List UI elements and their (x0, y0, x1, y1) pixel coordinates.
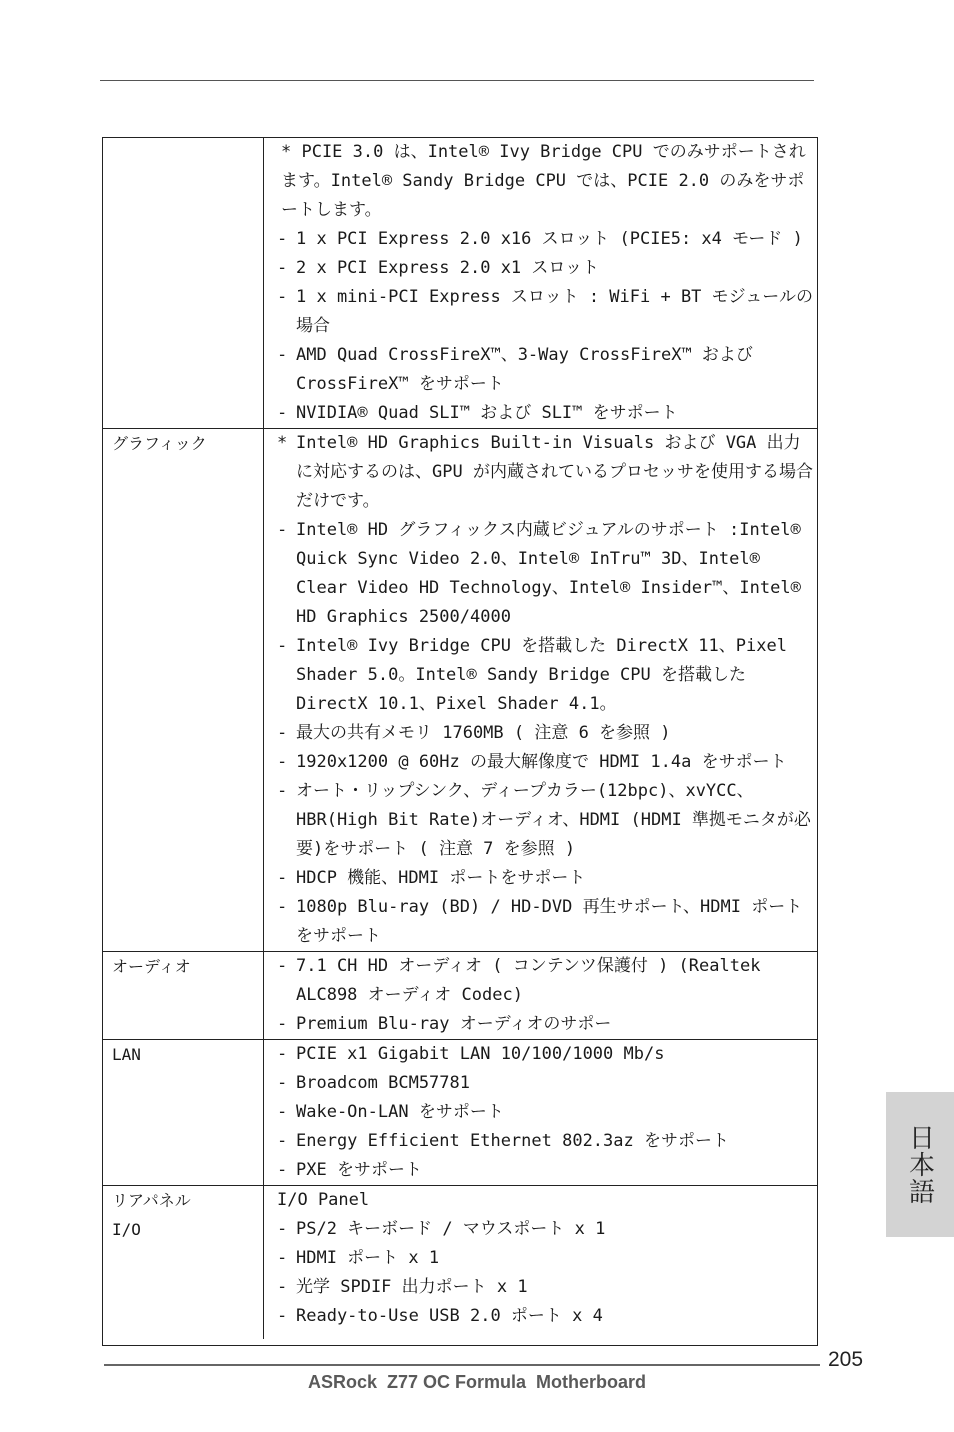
row-label: グラフィック (112, 434, 207, 453)
list-item: - 最大の共有メモリ 1760MB ( 注意 6 を参照 ) (277, 723, 671, 743)
row-content (263, 429, 817, 951)
list-item: - PS/2 キーボード / マウスポート x 1 (277, 1219, 606, 1239)
spec-row-graphics (103, 429, 817, 952)
list-item: - Intel® HD グラフィックス内蔵ビジュアルのサポート :Intel® Quick Sync Video 2.0、Intel® InTru™ 3D、Intel® Clear Video HD Technology、Intel® Insider™、Intel® HD Graphics 2500/4000 (277, 520, 801, 627)
spec-row-lan (103, 1040, 817, 1186)
spec-row-slots (103, 138, 817, 429)
row-content (263, 1040, 817, 1185)
spec-row-audio (103, 952, 817, 1040)
list-item: - HDMI ポート x 1 (277, 1248, 440, 1268)
row-label: オーディオ (112, 957, 191, 976)
row-label: リアパネル I/O (112, 1191, 191, 1239)
language-tab-label: 日本語 (904, 1124, 935, 1205)
spec-table (102, 137, 818, 1346)
row-label: LAN (112, 1045, 141, 1064)
list-item: - Wake-On-LAN をサポート (277, 1102, 504, 1122)
row-label (103, 138, 263, 428)
list-item: - 1 x mini-PCI Express スロット : WiFi + BT モジュールの場合 (277, 287, 813, 336)
list-item: - Premium Blu-ray オーディオのサポー (277, 1014, 612, 1034)
list-item: - PCIE x1 Gigabit LAN 10/100/1000 Mb/s (277, 1044, 665, 1064)
footer-rule (104, 1364, 820, 1366)
row-content (263, 952, 817, 1039)
list-item: - Intel® Ivy Bridge CPU を搭載した DirectX 11、Pixel Shader 5.0。Intel® Sandy Bridge CPU を搭載した DirectX 10.1、Pixel Shader 4.1。 (277, 636, 787, 714)
list-item: - Broadcom BCM57781 (277, 1073, 470, 1093)
list-item: I/O Panel (277, 1190, 370, 1210)
list-item: - NVIDIA® Quad SLI™ および SLI™ をサポート (277, 403, 678, 423)
footer-title: ASRock Z77 OC Formula Motherboard (307, 1372, 647, 1392)
list-item: - PXE をサポート (277, 1160, 422, 1180)
list-item: - 光学 SPDIF 出力ポート x 1 (277, 1277, 528, 1297)
list-item: - Energy Efficient Ethernet 802.3az をサポート (277, 1131, 729, 1151)
spec-row-rear-panel (103, 1186, 817, 1346)
list-item: - 1080p Blu-ray (BD) / HD-DVD 再生サポート、HDMI ポートをサポート (277, 897, 803, 946)
list-item: - HDCP 機能、HDMI ポートをサポート (277, 868, 586, 888)
list-item: - Ready-to-Use USB 2.0 ポート x 4 (277, 1306, 603, 1326)
list-item: * Intel® HD Graphics Built-in Visuals および VGA 出力に対応するのは、GPU が内蔵されているプロセッサを使用する場合だけです。 (277, 433, 813, 511)
list-item: - オート・リップシンク、ディープカラー(12bpc)、xvYCC、HBR(High Bit Rate)オーディオ、HDMI (HDMI 準拠モニタが必要)をサポート ( 注意 7 を参照 ) (277, 781, 811, 859)
list-item: * PCIE 3.0 は、Intel® Ivy Bridge CPU でのみサポートされます。Intel® Sandy Bridge CPU では、PCIE 2.0 のみをサポートします。 (281, 142, 806, 220)
row-content (263, 1186, 817, 1331)
row-content (263, 138, 817, 428)
list-item: - AMD Quad CrossFireX™、3-Way CrossFireX™ および CrossFireX™ をサポート (277, 345, 753, 394)
language-tab (886, 1092, 954, 1237)
page-number: 205 (828, 1348, 864, 1371)
list-item: - 2 x PCI Express 2.0 x1 スロット (277, 258, 600, 278)
list-item: - 1920x1200 @ 60Hz の最大解像度で HDMI 1.4a をサポート (277, 752, 787, 772)
list-item: - 7.1 CH HD オーディオ ( コンテンツ保護付 ) (Realtek ALC898 オーディオ Codec) (277, 956, 761, 1005)
header-rule (100, 80, 814, 81)
list-item: - 1 x PCI Express 2.0 x16 スロット (PCIE5: x4 モード ) (277, 229, 803, 249)
